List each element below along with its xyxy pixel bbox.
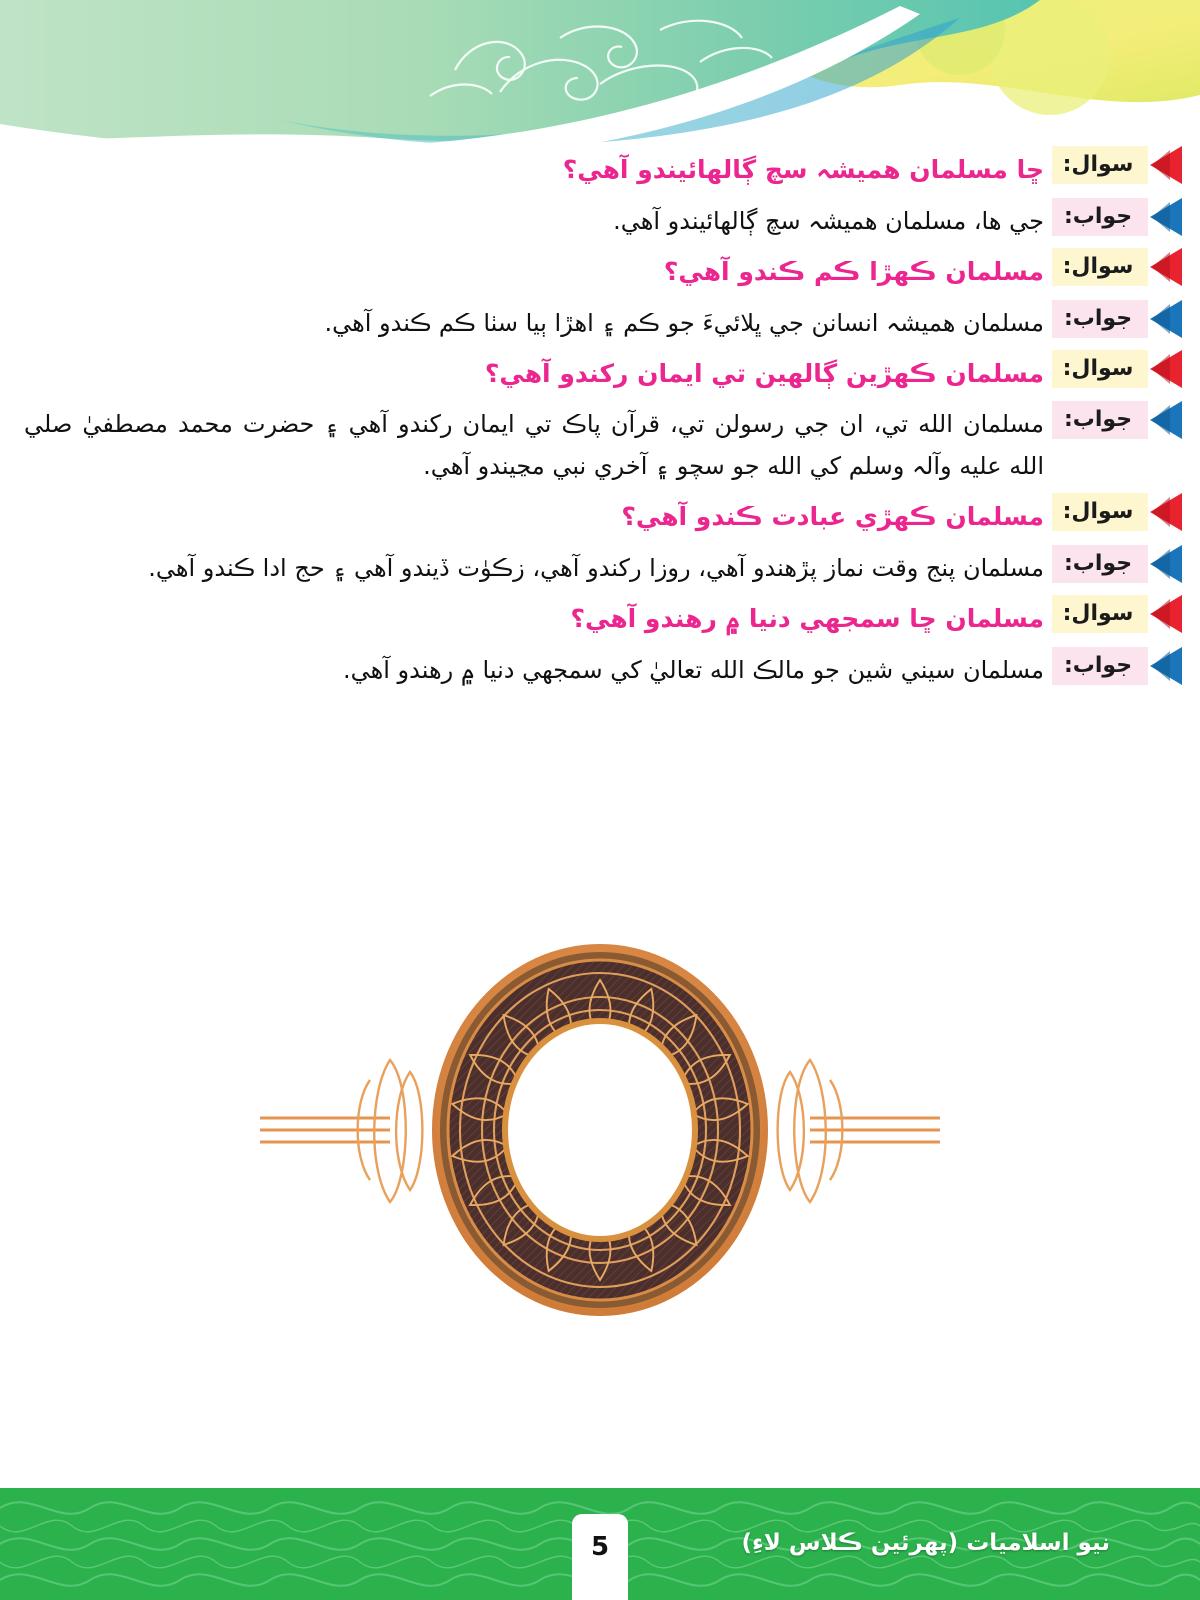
question-label: سوال: xyxy=(1052,493,1148,531)
answer-label: جواب: xyxy=(1052,198,1148,236)
answer-label-wrap xyxy=(1052,545,1182,583)
question-arrow-icon xyxy=(1148,146,1182,184)
answer-label-wrap xyxy=(1052,198,1182,236)
page-header-banner xyxy=(0,0,1200,150)
answer-arrow-icon xyxy=(1148,647,1182,685)
question-arrow-icon xyxy=(1148,493,1182,531)
question-text: مسلمان ڇا سمجهي دنيا ۾ رهندو آهي؟ xyxy=(570,604,1044,633)
banner-artwork xyxy=(0,0,1200,150)
question-label-wrap xyxy=(1052,350,1182,388)
question-text: مسلمان ڪهڙا ڪم ڪندو آهي؟ xyxy=(663,256,1044,286)
answer-row xyxy=(24,545,1182,589)
answer-row xyxy=(24,647,1182,691)
answer-row xyxy=(24,198,1182,242)
question-row xyxy=(24,493,1182,539)
page-number: 5 xyxy=(590,1532,610,1562)
question-text: ڇا مسلمان هميشہ سچ ڳالهائيندو آهي؟ xyxy=(562,155,1044,184)
page-footer xyxy=(0,1488,1200,1600)
question-label-wrap xyxy=(1052,493,1182,531)
question-arrow-icon xyxy=(1148,595,1182,633)
answer-label: جواب: xyxy=(1052,300,1148,338)
question-row xyxy=(24,595,1182,641)
question-label-wrap xyxy=(1052,595,1182,633)
question-row xyxy=(24,146,1182,192)
question-label: سوال: xyxy=(1052,595,1148,633)
answer-label-wrap xyxy=(1052,647,1182,685)
answer-text: مسلمان الله تي، ان جي رسولن تي، قرآن پاڪ تي ايمان رکندو آهي ۽ حضرت محمد مصطفيٰ صلي الله عليه وآلہ وسلم کي الله جو سچو ۽ آخري نبي مڃيندو آهي. xyxy=(24,410,1044,481)
question-text: مسلمان ڪهڙين ڳالهين تي ايمان رکندو آهي؟ xyxy=(484,358,1044,388)
question-label-wrap xyxy=(1052,146,1182,184)
answer-label: جواب: xyxy=(1052,545,1148,583)
answer-label: جواب: xyxy=(1052,647,1148,685)
answer-arrow-icon xyxy=(1148,198,1182,236)
answer-text: جي ها، مسلمان هميشہ سچ ڳالهائيندو آهي. xyxy=(613,206,1044,235)
answer-label: جواب: xyxy=(1052,401,1148,439)
answer-arrow-icon xyxy=(1148,401,1182,439)
answer-arrow-icon xyxy=(1148,300,1182,338)
qa-list xyxy=(0,146,1200,697)
answer-text: مسلمان سيني شين جو مالڪ الله تعاليٰ کي سمجهي دنيا ۾ رهندو آهي. xyxy=(342,655,1044,684)
oval-medallion-icon xyxy=(250,940,950,1320)
question-label-wrap xyxy=(1052,248,1182,286)
decorative-ornament xyxy=(0,930,1200,1330)
answer-text: مسلمان هميشہ انسانن جي ڀلائيءَ جو ڪم ۽ اهڙا ٻيا سٺا ڪم ڪندو آهي. xyxy=(324,308,1044,337)
answer-arrow-icon xyxy=(1148,545,1182,583)
answer-row xyxy=(24,401,1182,487)
question-row xyxy=(24,350,1182,396)
question-label: سوال: xyxy=(1052,146,1148,184)
question-label: سوال: xyxy=(1052,350,1148,388)
answer-text: مسلمان پنج وقت نماز پڙهندو آهي، روزا رکندو آهي، زڪوٰت ڏيندو آهي ۽ حج ادا ڪندو آهي. xyxy=(148,554,1044,582)
question-arrow-icon xyxy=(1148,248,1182,286)
page-number-badge xyxy=(572,1514,628,1600)
answer-label-wrap xyxy=(1052,300,1182,338)
answer-label-wrap xyxy=(1052,401,1182,439)
question-label: سوال: xyxy=(1052,248,1148,286)
question-arrow-icon xyxy=(1148,350,1182,388)
answer-row xyxy=(24,300,1182,344)
question-text: مسلمان ڪهڙي عبادت ڪندو آهي؟ xyxy=(621,502,1044,532)
book-title-footer: نيو اسلاميات (پهرئين ڪلاس لاءِ) xyxy=(741,1530,1110,1556)
question-row xyxy=(24,248,1182,294)
